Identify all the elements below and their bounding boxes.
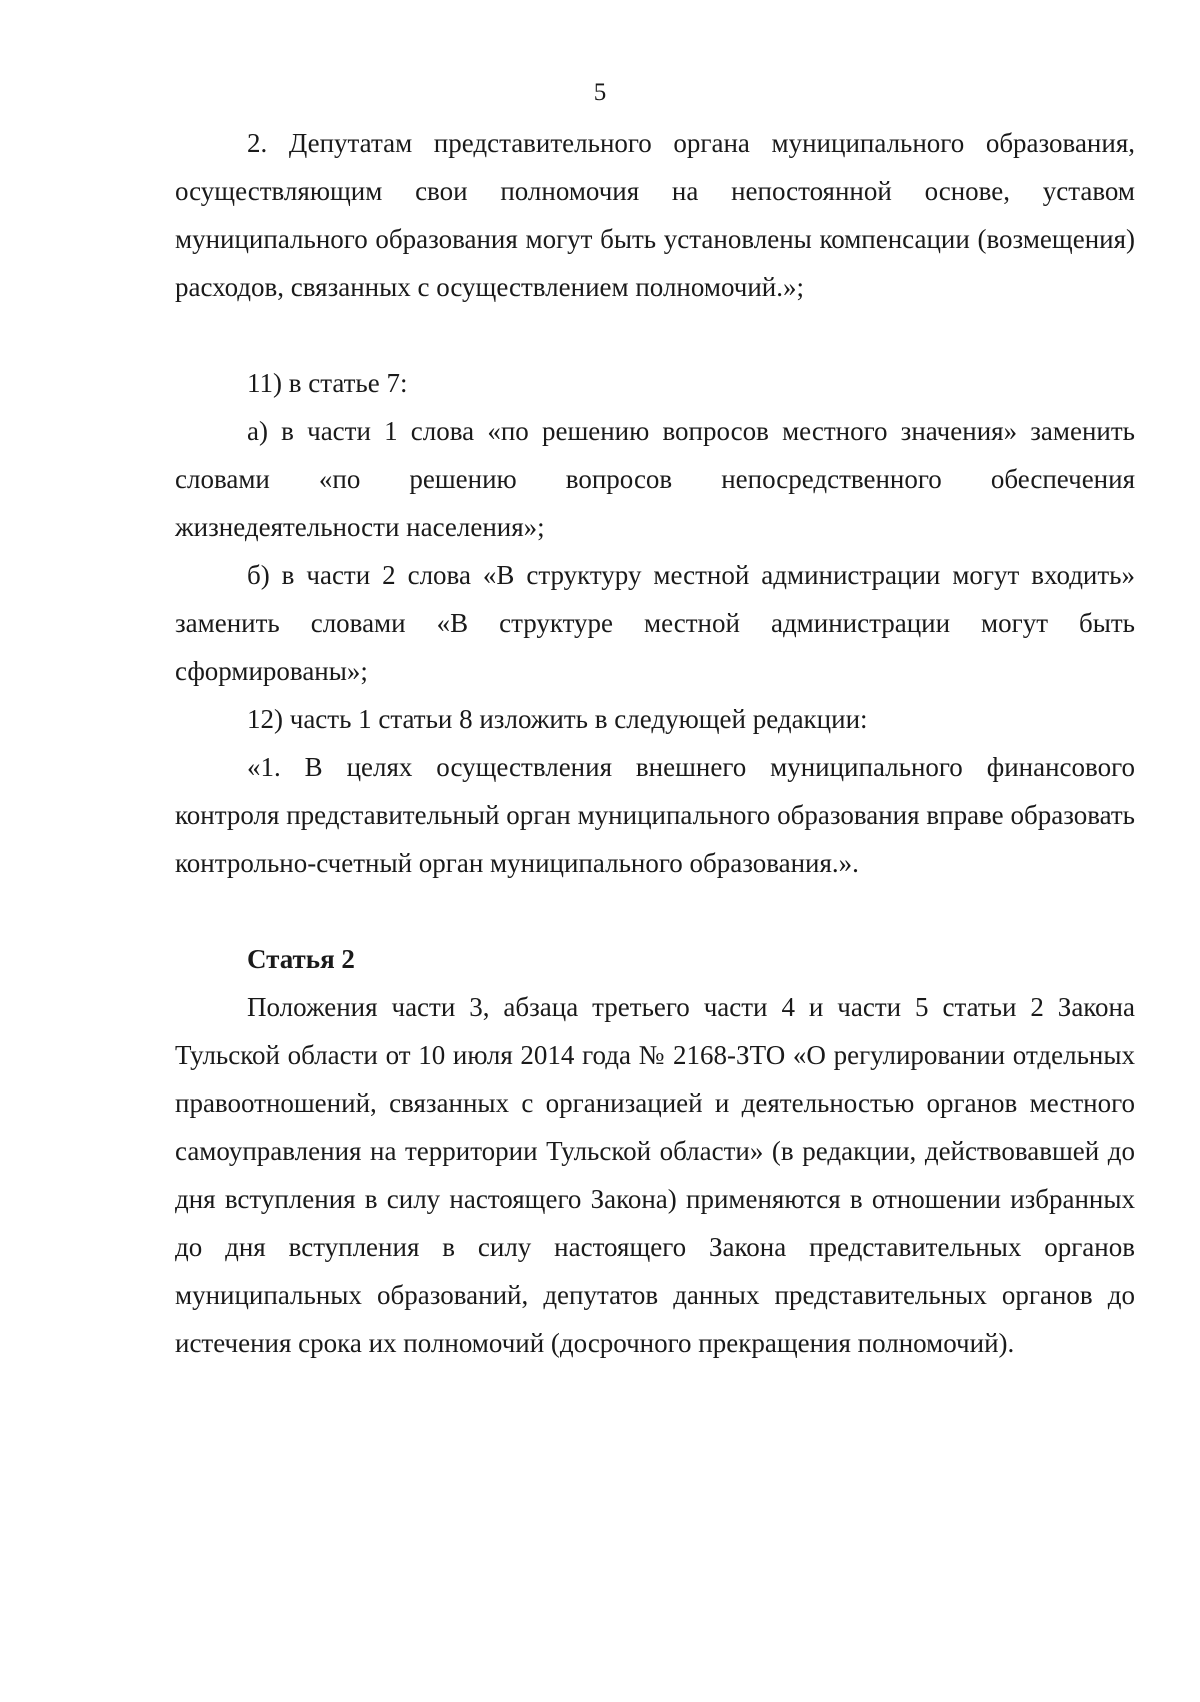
paragraph-article-2-text: Положения части 3, абзаца третьего части 4 и части 5 статьи 2 Закона Тульской области от 10 июля 2014 года № 2168-ЗТО «О регулировании отдельных правоотношений, связанных с организацией и деятельностью органов местного самоуправления на территории Тульской области» (в редакции, действовавшей до дня вступления в силу настоящего Закона) применяются в отношении избранных до дня вступления в силу настоящего Закона представительных органов муниципальных образований, депутатов данных представительных органов до истечения срока их полномочий (досрочного прекращения полномочий). — [175, 992, 1135, 1358]
paragraph-item-12-text: «1. В целях осуществления внешнего муниципального финансового контроля представительный орган муниципального образования вправе образовать контрольно-счетный орган муниципального образования.». — [175, 752, 1135, 878]
article-2-heading: Статья 2 — [247, 944, 355, 974]
document-body — [175, 119, 1135, 1367]
paragraph-item-11b: б) в части 2 слова «В структуру местной администрации могут входить» заменить словами «В структуре местной администрации могут быть сформированы»; — [175, 560, 1135, 686]
paragraph-item-11: 11) в статье 7: — [247, 368, 408, 398]
page-number: 5 — [593, 79, 607, 106]
paragraph-deputies-compensation: 2. Депутатам представительного органа муниципального образования, осуществляющим свои полномочия на непостоянной основе, уставом муниципального образования могут быть установлены компенсации (возмещения) расходов, связанных с осуществлением полномочий.»; — [175, 128, 1135, 302]
paragraph-item-12: 12) часть 1 статьи 8 изложить в следующей редакции: — [247, 704, 868, 734]
paragraph-item-11a: а) в части 1 слова «по решению вопросов местного значения» заменить словами «по решению вопросов непосредственного обеспечения жизнедеятельности населения»; — [175, 416, 1135, 542]
